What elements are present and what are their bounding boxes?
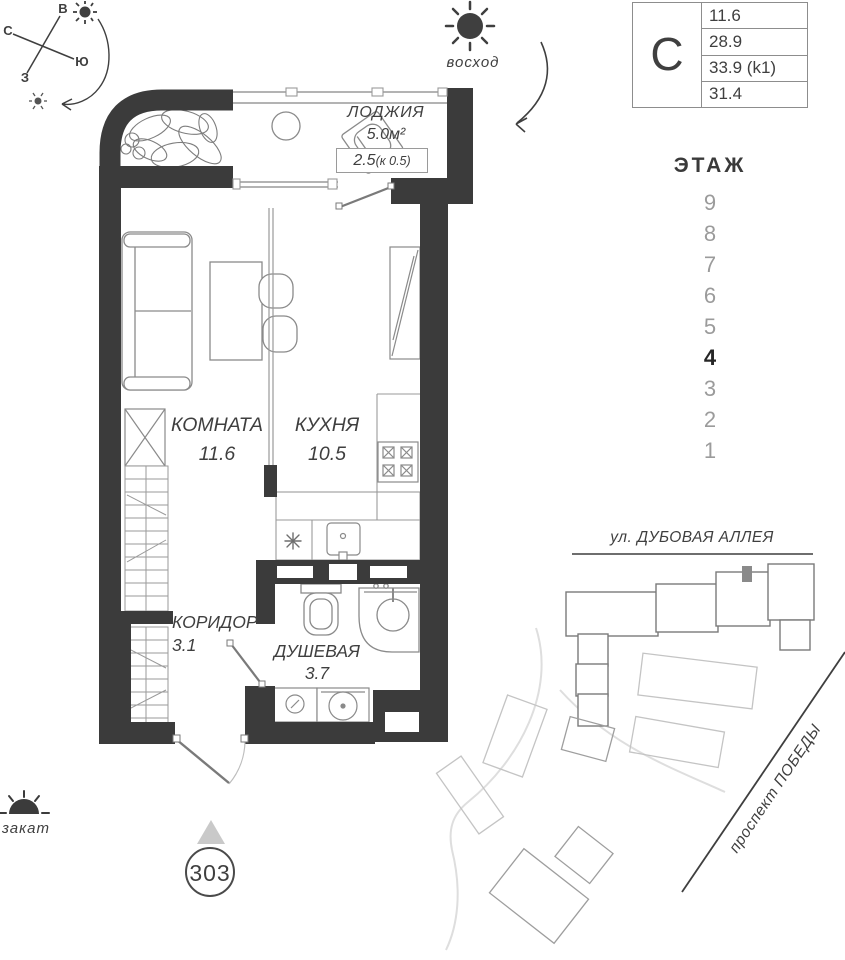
kitchen-area: 10.5 [308, 443, 346, 465]
chair [263, 316, 297, 352]
chair [259, 274, 293, 308]
section-letter: С [633, 3, 702, 107]
kitchen-label: КУХНЯ [294, 414, 360, 436]
entrance-door [173, 735, 248, 784]
floor-item-3[interactable]: 3 [703, 376, 717, 401]
loggia-door [336, 183, 394, 209]
washing-machine [317, 688, 369, 722]
laundry-sink [273, 688, 317, 722]
table-row: 11.6 [702, 3, 807, 29]
corridor-area: 3.1 [172, 635, 197, 655]
sofa [122, 232, 192, 390]
floor-item-6[interactable]: 6 [703, 283, 717, 308]
sunrise-icon [446, 2, 494, 50]
floor-item-8[interactable]: 8 [703, 221, 717, 246]
loggia-table [272, 112, 300, 140]
sunset-icon [0, 791, 49, 814]
floor-item-7[interactable]: 7 [703, 252, 717, 277]
street-label-avenue: проспект ПОБЕДЫ [726, 721, 825, 857]
loggia-coef-box [336, 148, 428, 173]
avenue-line [682, 652, 845, 892]
apartment-number-badge: 303 [185, 847, 235, 897]
desk [210, 262, 262, 360]
neighbor-buildings-near [489, 717, 614, 944]
corridor-label: КОРИДОР [172, 612, 258, 632]
loggia-area: 5.0м² [366, 126, 406, 143]
section-info-table [632, 2, 808, 108]
room-area: 11.6 [198, 443, 236, 465]
room-loggia-window [233, 179, 338, 189]
compass-south-label: Ю [75, 54, 89, 69]
floor-item-2[interactable]: 2 [703, 407, 717, 432]
compass-north-label: С [3, 23, 13, 38]
closet-shelves [125, 466, 168, 611]
tall-cabinet [390, 247, 420, 359]
corridor-shelves [125, 627, 168, 725]
corner-washbasin [359, 584, 419, 652]
loggia-window [233, 88, 447, 103]
sunrise-label: восход [446, 54, 500, 71]
table-row: 28.9 [702, 29, 807, 55]
floor-item-9[interactable]: 9 [703, 190, 717, 215]
floor-selector [655, 154, 765, 466]
loggia-coef-note: (к 0.5) [375, 154, 411, 168]
shower-area: 3.7 [304, 663, 330, 683]
stove [378, 442, 418, 482]
compass-sunset-sun-icon [29, 93, 47, 109]
table-row: 31.4 [709, 84, 743, 104]
loggia-coef: 2.5 [353, 152, 376, 169]
sunrise-arrow [516, 42, 547, 132]
compass-sun-icon [73, 1, 97, 24]
site-map [436, 554, 845, 950]
floor-selector-title: ЭТАЖ [673, 154, 747, 177]
table-row: 33.9 (k1) [702, 56, 807, 82]
floor-item-5[interactable]: 5 [703, 314, 717, 339]
fridge-snowflake-icon [285, 533, 301, 549]
sunset-label: закат [1, 820, 51, 837]
compass-east-label: В [58, 1, 68, 16]
compass-west-label: З [20, 70, 30, 85]
room-label: КОМНАТА [170, 414, 264, 436]
shower-label: ДУШЕВАЯ [274, 641, 360, 661]
floor-item-4-current[interactable]: 4 [703, 345, 717, 370]
section-areas [702, 3, 807, 107]
street-label-top: ул. ДУБОВАЯ АЛЛЕЯ [610, 529, 774, 546]
wardrobe [125, 409, 165, 466]
floor-item-1[interactable]: 1 [703, 438, 717, 463]
apartment-location-marker [742, 566, 752, 582]
toilet [301, 584, 341, 635]
loggia-label: ЛОДЖИЯ [347, 104, 425, 121]
apartment-triangle-marker [197, 820, 225, 844]
compass-icon [13, 1, 109, 110]
sink [327, 523, 360, 560]
